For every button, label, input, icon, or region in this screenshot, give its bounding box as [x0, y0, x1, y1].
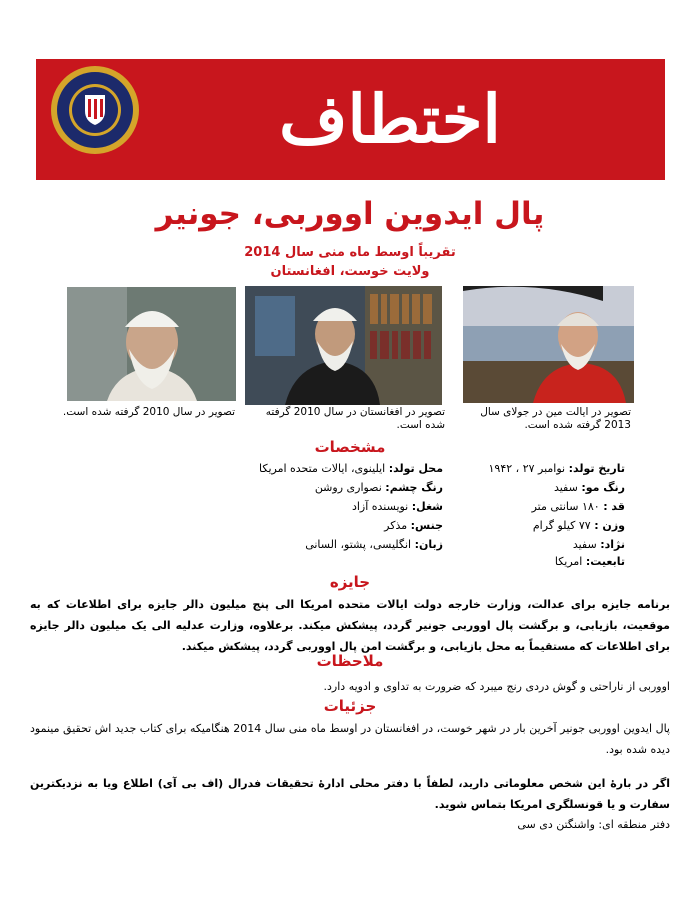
- section-heading-details: مشخصات: [314, 438, 386, 456]
- section-heading-remarks: ملاحظات: [316, 652, 384, 670]
- detail-birthplace: [259, 462, 443, 475]
- detail-dob: [489, 462, 626, 475]
- detail-value: ۱۸۰ سانتی متر: [531, 500, 600, 513]
- reward-paragraph: برنامه جایزه برای عدالت، وزارت خارجه دولت ایالات متحده امریکا الی پنج میلیون دالر جایزه برای اطلاعات که به موقعیت، بازیابی، و برگشت پال اووربی جونیر گردد، پیشکش میکند. برعلاوه، وزارت عدلیه الی یک میلیون دالر جایزه برای اطلاعات که مستقیماً به محل بازیابی، و برگشت امن پال اووربی گردد، پیشکش میکند.: [30, 598, 670, 653]
- detail-hair: [554, 481, 625, 494]
- field-office: دفتر منطقه ای: واشنگتن دی سی: [517, 818, 670, 831]
- detail-weight: [533, 519, 625, 532]
- photo-caption-2: تصویر در افغانستان در سال 2010 گرفته شده است.: [265, 406, 445, 431]
- date-line: تقریباً اوسط ماه منی سال 2014: [244, 245, 456, 260]
- page-title: اختطاف: [279, 80, 501, 158]
- detail-eyes: [315, 481, 443, 494]
- detail-value: امریکا: [554, 555, 583, 568]
- detail-value: نوامبر ۲۷ ، ۱۹۴۲: [488, 462, 566, 475]
- particulars-paragraph: پال ایدوین اووربی جونیر آخرین بار در شهر خوست، در افغانستان در اوسط ماه منی سال 2014 هنگامیکه برای کتاب جدید اش تحقیق مینمود دیده شده بود.: [30, 722, 670, 756]
- detail-label: تابعیت:: [585, 555, 625, 568]
- place-line: ولایت خوست، افغانستان: [270, 264, 430, 279]
- detail-languages: [305, 538, 443, 551]
- detail-sex: [384, 519, 443, 532]
- subject-name: پال ایدوین اووربی، جونیر: [155, 196, 545, 232]
- photo-caption-3: تصویر در ایالت مین در جولای سال 2013 گرفته شده است.: [480, 406, 631, 431]
- detail-label: زبان:: [414, 538, 443, 551]
- photo-2013-maine: [463, 286, 634, 403]
- contact-paragraph: اگر در بارهٔ این شخص معلوماتی دارید، لطفاً با دفتر محلی ادارهٔ تحقیقات فدرال (اف بی آی) اطلاع ویا به نزدیکترین سفارت و یا قونسلگری امریکا بتماس شوید.: [30, 777, 670, 811]
- detail-value: سفید: [553, 481, 578, 494]
- detail-value: نصواری روشن: [314, 481, 382, 494]
- detail-value: نویسنده آزاد: [351, 500, 409, 513]
- detail-label: جنس:: [410, 519, 443, 532]
- detail-value: ۷۷ کیلو گرام: [532, 519, 591, 532]
- detail-label: شغل:: [411, 500, 443, 513]
- detail-label: رنگ چشم:: [385, 481, 443, 494]
- detail-value: انگلیسی، پشتو، السانی: [305, 538, 412, 551]
- detail-height: [532, 500, 625, 513]
- photo-2010-afghanistan: [245, 286, 442, 405]
- detail-label: تاریخ تولد:: [568, 462, 625, 475]
- photo-caption-1: تصویر در سال 2010 گرفته شده است.: [62, 406, 235, 418]
- photo-2010-portrait: [67, 287, 236, 401]
- detail-label: نژاد:: [600, 538, 625, 551]
- detail-nationality: [555, 555, 625, 568]
- section-heading-reward: جایزه: [329, 573, 371, 591]
- detail-label: رنگ مو:: [581, 481, 625, 494]
- section-heading-particulars: جزئیات: [323, 697, 377, 715]
- detail-label: قد :: [603, 500, 625, 513]
- fbi-seal-icon: [50, 65, 140, 155]
- detail-occupation: [352, 500, 443, 513]
- detail-value: مذکر: [384, 519, 408, 532]
- detail-race: [573, 538, 625, 551]
- detail-label: وزن :: [594, 519, 625, 532]
- remarks-paragraph: اووربی از ناراحتی و گوش دردی رنج میبرد که ضرورت به تداوی و ادویه دارد.: [323, 680, 670, 693]
- detail-value: سفید: [572, 538, 597, 551]
- detail-value: ایلینوی، ایالات متحده امریکا: [259, 462, 386, 475]
- detail-label: محل تولد:: [388, 462, 443, 475]
